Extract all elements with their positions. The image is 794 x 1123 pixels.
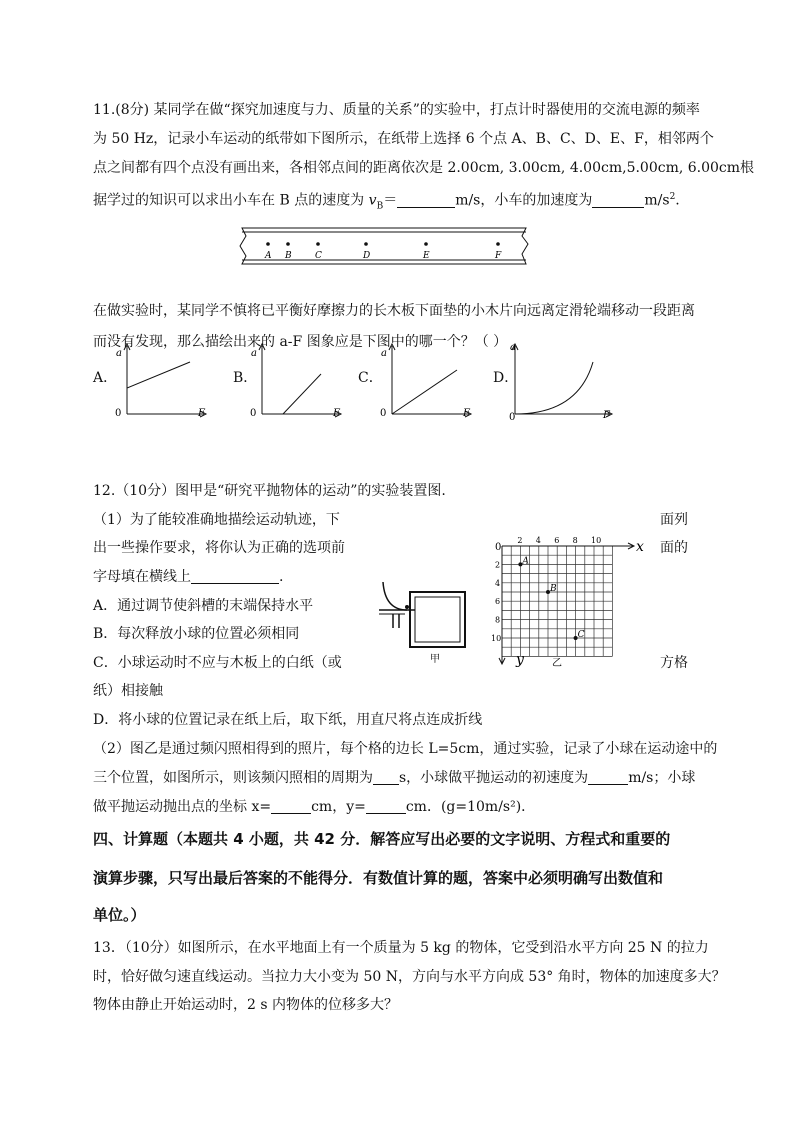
q12-p2-l2b: s，小球做平抛运动的初速度为 — [399, 770, 589, 786]
vb-symbol: v — [368, 192, 377, 209]
grid-figure-yi — [490, 534, 650, 674]
q12-p1-l3 — [93, 567, 283, 587]
section4-line1: 四、计算题（本题共 4 小题，共 42 分．解答应写出必要的文字说明、方程式和重要的 — [93, 830, 671, 848]
tape-dot-d — [364, 242, 368, 246]
fig-yi-label: 乙 — [552, 658, 562, 669]
tape-label-e: E — [423, 251, 430, 261]
grid-x-tick: 8 — [572, 536, 578, 545]
q12-p1-l1: （1）为了能较准确地描绘运动轨迹，下 — [93, 512, 340, 528]
tape-dot-b — [286, 242, 290, 246]
q12-p1-l2: 出一些操作要求，将你认为正确的选项前 — [93, 540, 345, 556]
q11-para2-line2: 而没有发现，那么描绘出来的 a-F 图象应是下图中的哪一个？（ ） — [93, 334, 508, 350]
option-a-label: A． — [93, 370, 118, 386]
tape-label-f: F — [495, 251, 502, 261]
option-b-label: B． — [233, 370, 258, 386]
grid-x-tick: 4 — [535, 536, 541, 545]
q12-option-a: A．通过调节使斜槽的末端保持水平 — [93, 598, 314, 614]
tape-label-d: D — [363, 251, 371, 261]
option-a-graph — [110, 340, 210, 420]
q12-p2-l3 — [93, 797, 535, 817]
grid-y-tick: 6 — [495, 597, 501, 607]
tape-dot-e — [424, 242, 428, 246]
option-c-graph — [375, 340, 475, 420]
axis-f-a: F — [198, 408, 205, 419]
tape-label-c: C — [315, 251, 322, 261]
x-coord-blank[interactable] — [271, 799, 311, 814]
q11-line4c: m/s，小车的加速度为 — [455, 192, 593, 209]
axis-f-b: F — [333, 408, 340, 419]
section4-line2: 演算步骤，只写出最后答案的不能得分．有数值计算的题，答案中必须明确写出数值和 — [93, 869, 664, 887]
q12-option-c2: 纸）相接触 — [93, 683, 163, 699]
q12-p2-l2c: m/s；小球 — [628, 770, 696, 786]
grid-point-label-a: A — [522, 556, 529, 567]
fig-jia-label: 甲 — [430, 654, 440, 665]
option-d-label: D． — [493, 370, 519, 386]
q12-p2-l3a: 做平抛运动抛出点的坐标 x= — [93, 799, 272, 815]
axis-a: a — [116, 348, 122, 359]
tape-dot-a — [266, 242, 270, 246]
grid-origin: 0 — [495, 542, 502, 553]
unit-ms: m/s — [644, 192, 670, 209]
option-c-label: C． — [358, 370, 383, 386]
q11-para2-line1: 在做实验时，某同学不慎将已平衡好摩擦力的长木板下面垫的小木片向远离定滑轮端移动一段距离 — [93, 303, 695, 319]
vb-sub: B — [376, 201, 384, 212]
q12-options-blank[interactable] — [191, 569, 279, 584]
grid-x-tick: 2 — [517, 536, 523, 545]
period: . — [675, 192, 680, 209]
grid-y-tick: 2 — [495, 560, 501, 570]
option-d-graph — [498, 338, 618, 422]
q12-p1-l3-end: . — [279, 569, 284, 585]
axis-f-c: F — [463, 408, 470, 419]
q12-p2-l2a: 三个位置，如图所示，则该频闪照相的周期为 — [93, 770, 373, 786]
axis-f-d: F — [603, 410, 610, 421]
paper-tape-figure — [236, 224, 532, 270]
v0-blank[interactable] — [588, 770, 628, 785]
grid-point-label-c: C — [577, 630, 585, 640]
q12-p2-l1: （2）图乙是通过频闪照相得到的照片，每个格的边长 L=5cm，通过实验，记录了小球在运动途中的 — [93, 741, 718, 757]
eq-sign: ＝ — [383, 192, 398, 209]
accel-answer-blank[interactable] — [592, 193, 644, 208]
q12-p2-l2 — [93, 768, 695, 788]
axis-a: a — [251, 348, 257, 359]
q12-option-c1: C．小球运动时不应与木板上的白纸（或 — [93, 655, 342, 671]
q12-option-d: D．将小球的位置记录在纸上后，取下纸，用直尺将点连成折线 — [93, 712, 483, 728]
grid-y-label: y — [516, 652, 524, 668]
q11-line2: 为 50 Hz，记录小车运动的纸带如下图所示，在纸带上选择 6 个点 A、B、C、D、E、F，相邻两个 — [93, 131, 714, 147]
q12-option-b: B．每次释放小球的位置必须相同 — [93, 626, 300, 642]
apparatus-figure-jia — [375, 580, 475, 670]
tape-label-a: A — [265, 251, 272, 261]
q11-line1: 11.(8分) 某同学在做“探究加速度与力、质量的关系”的实验中，打点计时器使用的交流电源的频率 — [93, 102, 700, 118]
grid-y-tick: 10 — [491, 634, 502, 643]
q12-p2-l3b: cm，y= — [311, 799, 366, 815]
q13-line3: 物体由静止开始运动时，2 s 内物体的位移多大？ — [93, 997, 398, 1013]
q13-line2: 时，恰好做匀速直线运动。当拉力大小变为 50 N，方向与水平方向成 53° 角时，物体的加速度多大？ — [93, 969, 726, 985]
origin-a: 0 — [115, 408, 122, 419]
q13-line1: 13．（10分）如图所示，在水平地面上有一个质量为 5 kg 的物体，它受到沿水平方向 25 N 的拉力 — [93, 940, 709, 956]
option-b-graph — [245, 340, 345, 420]
grid-y-tick: 4 — [495, 578, 501, 588]
q11-line4a: 据学过的知识可以求出小车在 B 点的速度为 — [93, 192, 369, 209]
q12-p2-l3c: cm．(g=10m/s²)． — [405, 799, 536, 815]
unit-sup: 2 — [669, 192, 676, 202]
vb-answer-blank[interactable] — [397, 193, 455, 208]
q12-p1-l3-text: 字母填在横线上 — [93, 569, 191, 585]
origin-c: 0 — [380, 408, 387, 419]
grid-x-label: x — [636, 539, 644, 555]
q11-line4 — [93, 187, 680, 216]
axis-a: a — [510, 342, 516, 353]
q12-option-c-right: 方格 — [660, 655, 688, 671]
origin-b: 0 — [250, 408, 257, 419]
tape-dot-f — [496, 242, 500, 246]
grid-point-label-b: B — [550, 584, 557, 594]
y-coord-blank[interactable] — [366, 799, 406, 814]
axis-a: a — [381, 348, 387, 359]
tape-label-b: B — [285, 251, 292, 261]
section4-line3: 单位。） — [93, 906, 146, 924]
q12-p1-r2: 面的 — [660, 540, 688, 556]
grid-y-tick: 8 — [495, 615, 501, 625]
grid-x-tick: 10 — [591, 536, 602, 545]
tape-dot-c — [316, 242, 320, 246]
q12-title: 12.（10分）图甲是“研究平抛物体的运动”的实验装置图. — [93, 483, 446, 499]
grid-x-tick: 6 — [554, 536, 560, 545]
period-blank[interactable] — [373, 770, 399, 785]
q11-line3: 点之间都有四个点没有画出来，各相邻点间的距离依次是 2.00cm, 3.00cm, 4.00cm,5.00cm, 6.00cm根 — [93, 160, 755, 176]
origin-d: 0 — [509, 412, 516, 422]
q12-p1-r1: 面列 — [660, 512, 688, 528]
